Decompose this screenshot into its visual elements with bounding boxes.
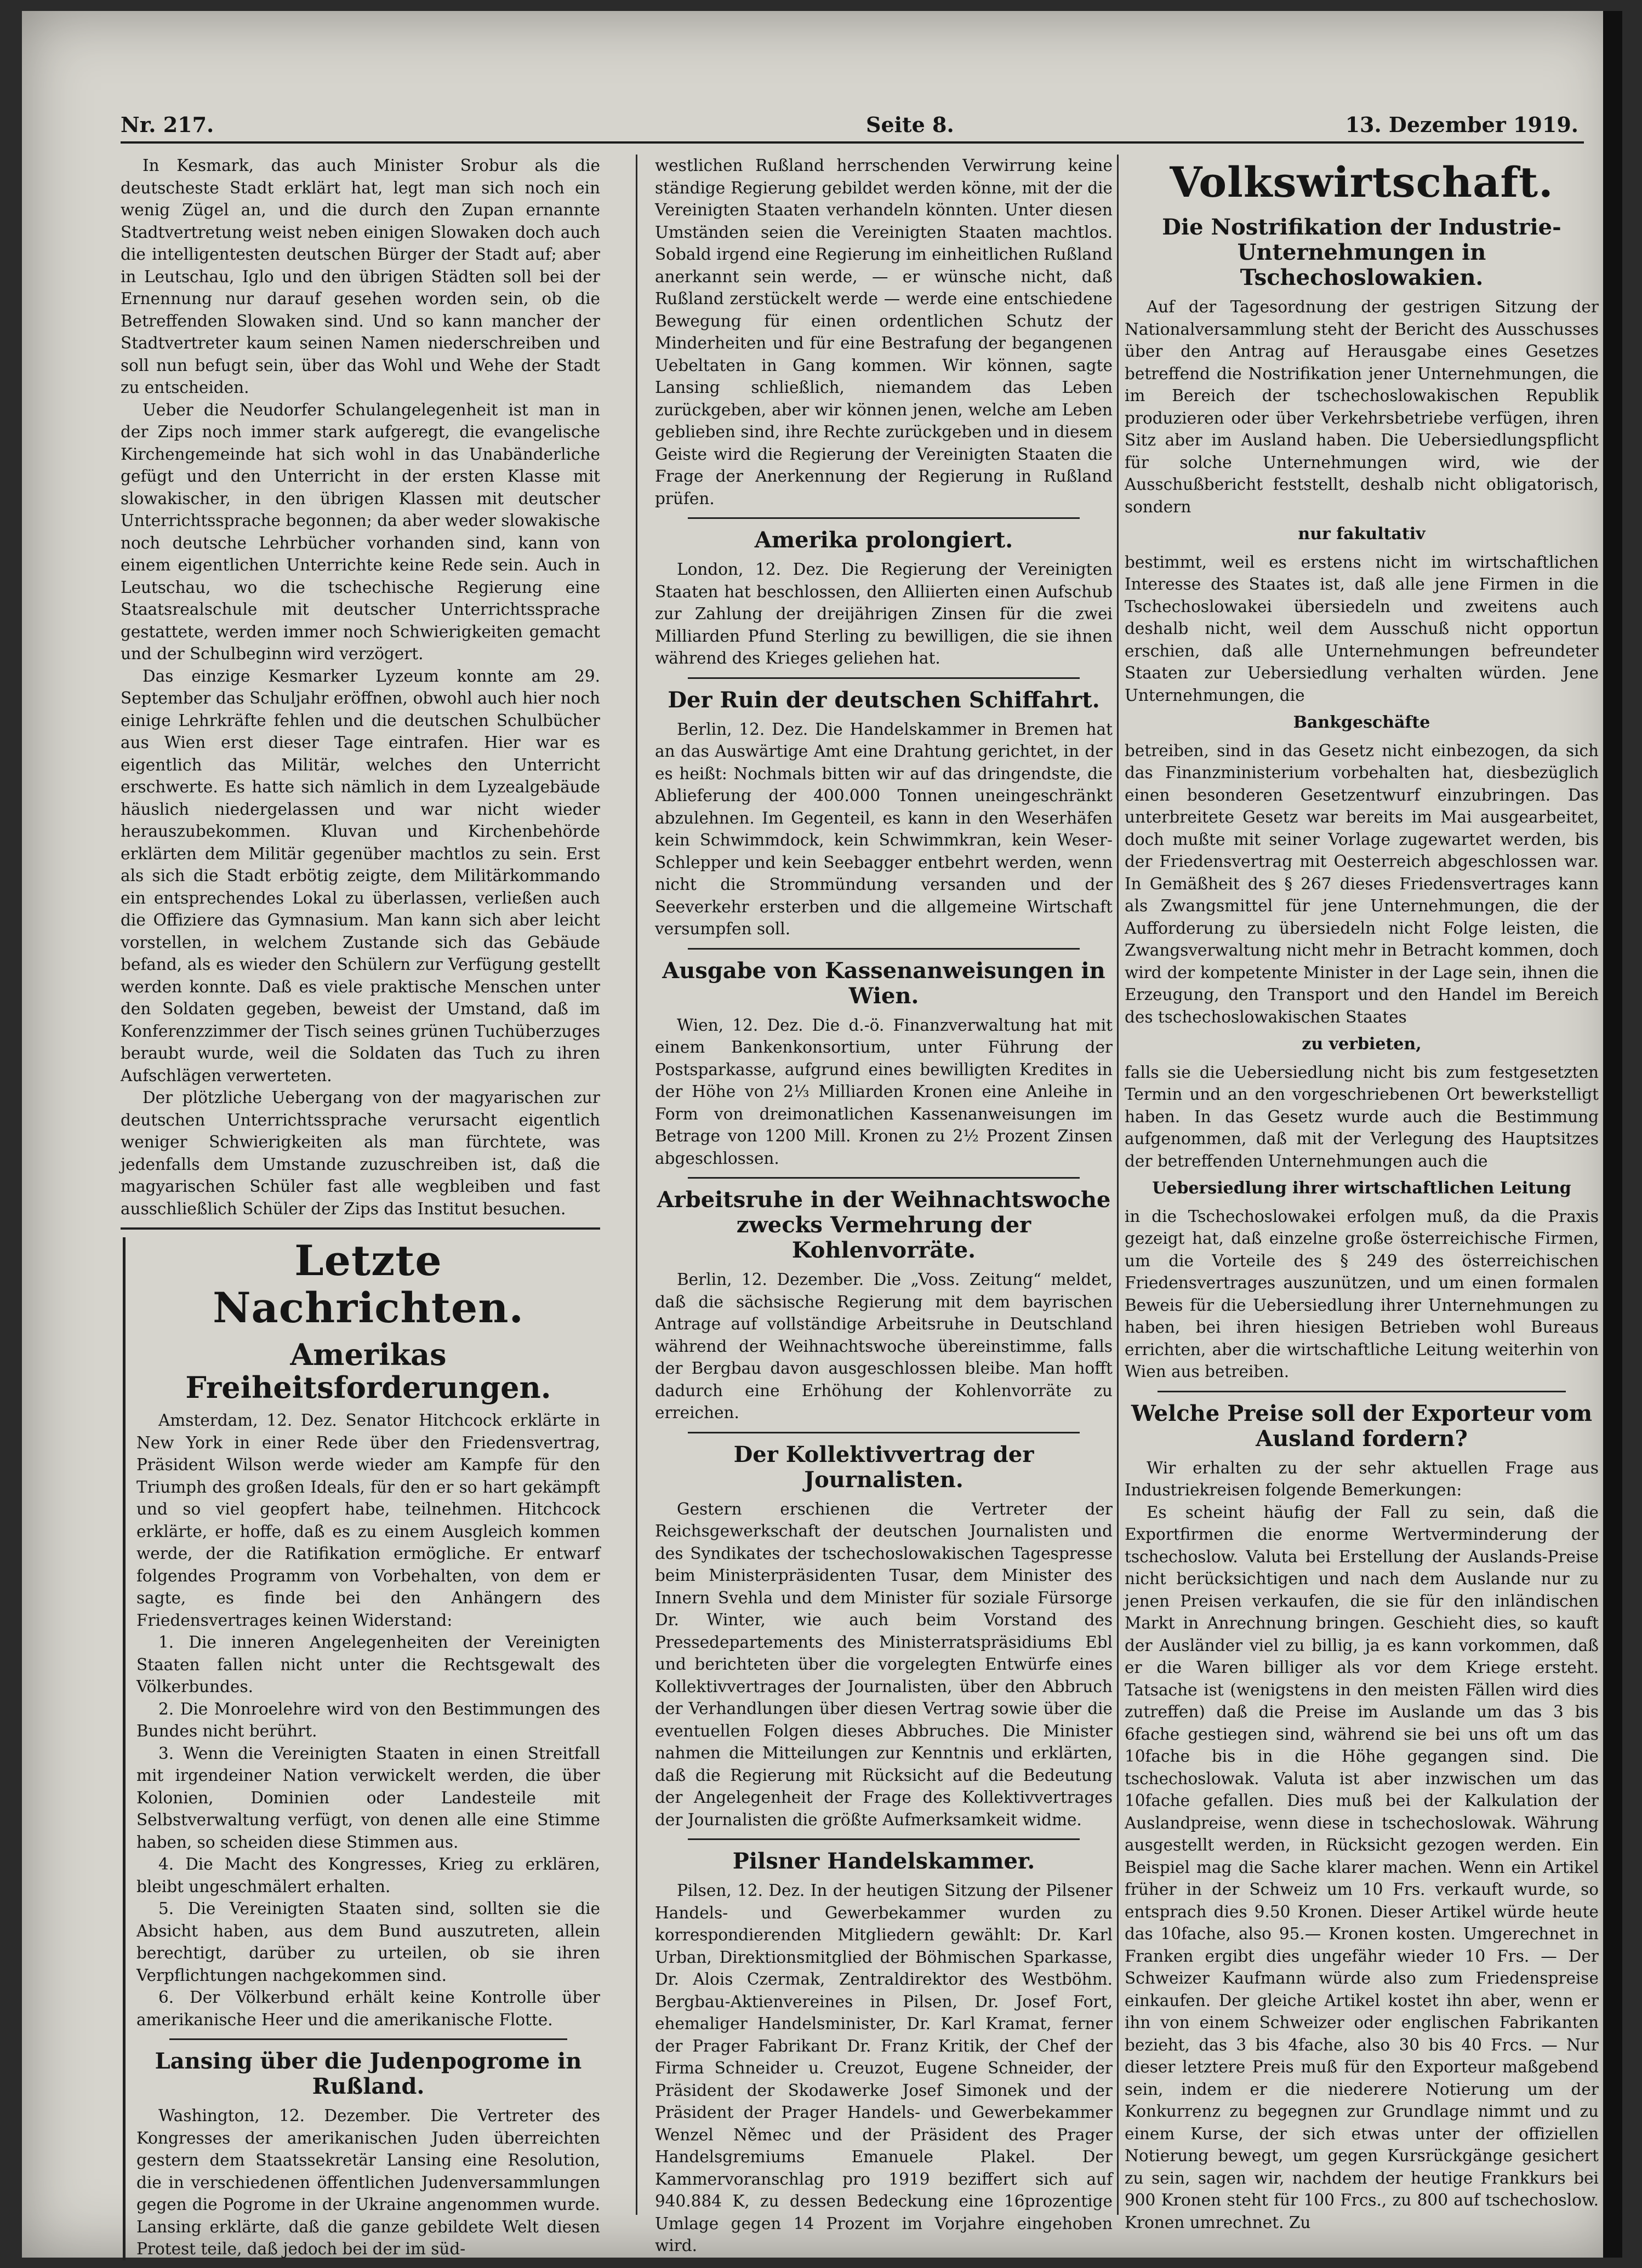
article-paragraph: falls sie die Uebersiedlung nicht bis zum festgesetzten Termin und an den vorgeschriebenen Ort bewerkstelligt haben. In das Gesetz wurde auch die Bestimmung aufgenommen, daß mit der Verlegung des Hauptsitzes der betreffenden Unternehmungen auch die: [1125, 1062, 1599, 1170]
headline-lansing: Lansing über die Judenpogrome in Rußland.: [155, 2048, 582, 2099]
article-paragraph: Ueber die Neudorfer Schulangelegenheit ist man in der Zips noch immer stark aufgeregt, die evangelische Kirchengemeinde hat sich wohl in das Unabänderliche gefügt und den Unterricht in der ersten Klasse mit slowakischer, in den übrigen Klassen mit deutscher Unterrichtssprache begonnen; da aber weder slowakische noch deutsche Lehrbücher vorhanden sind, kann von einem eigentlichen Unterrichte keine Rede sein. Auch in Leutschau, wo die tschechische Regierung eine Staatsrealschule mit deutscher Unterrichtssprache gestattete, werden immer noch Schwierigkeiten gemacht und der Schulbeginn wird verzögert.: [121, 400, 600, 663]
subheading: nur fakultativ: [1298, 524, 1426, 544]
article-paragraph: London, 12. Dez. Die Regierung der Vereinigten Staaten hat beschlossen, den Alliierten einen Aufschub zur Zahlung der dreijährigen Zinsen für die zwei Milliarden Pfund Sterling zu bewilligen, die sie ihnen während des Krieges geliehen hat.: [655, 560, 1113, 667]
page-edge-shadow: [1603, 11, 1622, 2258]
column-1: [121, 155, 600, 2258]
subheading: zu verbieten,: [1302, 1035, 1422, 1054]
article-paragraph: Der plötzliche Uebergang von der magyarischen zur deutschen Unterrichtssprache verursacht eigentlich weniger Schwierigkeiten als man fürchtete, was jedenfalls dem Umstande zuzuschreiben ist, daß die magyarischen Schüler fast alle wegbleiben und fast ausschließlich Schüler der Zips das Institut besuchen.: [121, 1088, 600, 1218]
headline-ruin-schiffahrt: Der Ruin der deutschen Schiffahrt.: [668, 687, 1100, 713]
article-paragraph: Berlin, 12. Dez. Die Handelskammer in Bremen hat an das Auswärtige Amt eine Drahtung gerichtet, in der es heißt: Nochmals bitten wir auf das dringendste, die Ablieferung der 400.000 Tonnen uneingeschränkt abzulehnen. Im Gegenteil, es kann in den Weserhäfen kein Schwimmdock, kein Schwimmkran, kein Weser-Schlepper und kein Seebagger entbehrt werden, wenn nicht die Strommündung versanden und der Seeverkehr ersterben und die allgemeine Wirtschaft versumpfen soll.: [655, 719, 1113, 938]
page-number: Seite 8.: [866, 112, 954, 137]
article-paragraph: westlichen Rußland herrschenden Verwirrung keine ständige Regierung gebildet werden könne, mit der die Vereinigten Staaten verhandeln könnten. Unter diesen Umständen seien die Vereinigten Staaten machtlos. Sobald irgend eine Regierung im einheitlichen Rußland anerkannt sein werde, — er wünsche nicht, daß Rußland zerstückelt werde — werde eine entschiedene Bewegung für einen ordentlichen Schutz der Minderheiten und für eine Bestrafung der begangenen Uebeltaten in Gang kommen. Wir können, sagte Lansing schließlich, niemandem das Leben zurückgeben, aber wir können jenen, welche am Leben geblieben sind, ihre Rechte zurückgeben und in diesem Geiste wird die Regierung der Vereinigten Staaten die Frage der Anerkennung der Regierung in Rußland prüfen.: [655, 156, 1113, 508]
header-rule: [121, 141, 1584, 144]
subheading: Uebersiedlung ihrer wirtschaftlichen Leitung: [1152, 1179, 1571, 1198]
column-2: [655, 155, 1113, 2255]
newspaper-page: [22, 11, 1622, 2258]
article-paragraph: 5. Die Vereinigten Staaten sind, sollten sie die Absicht haben, aus dem Bund auszutreten, allein berechtigt, darüber zu urteilen, ob sie ihren Verpflichtungen nachgekommen sind.: [136, 1899, 600, 1985]
headline-pilsner-handelskammer: Pilsner Handelskammer.: [732, 1848, 1035, 1874]
page-header: [121, 112, 1578, 145]
article-paragraph: Pilsen, 12. Dez. In der heutigen Sitzung der Pilsener Handels- und Gewerbekammer wurden zu korrespondierenden Mitgliedern gewählt: Dr. Karl Urban, Direktionsmitglied der Böhmischen Sparkasse, Dr. Alois Czermak, Zentraldirektor des Westböhm. Bergbau-Aktienvereines in Pilsen, Dr. Josef Fort, ehemaliger Handelsminister, Dr. Karl Kramat, ferner der Prager Fabrikant Dr. Franz Kritik, der Chef der Firma Schneider u. Creuzot, Eugene Schneider, der Präsident der Skodawerke Josef Simonek und der Präsident der Prager Handels- und Gewerbekammer Wenzel Němec und der Präsident des Prager Handelsgremiums Emanuele Plakel. Der Kammervoranschlag pro 1919 beziffert sich auf 940.884 K, zu dessen Bedeckung eine 16prozentige Umlage gegen 14 Prozent im Vorjahre eingehoben wird.: [655, 1881, 1113, 2255]
article-rule: [688, 517, 1080, 519]
article-paragraph: 2. Die Monroelehre wird von den Bestimmungen des Bundes nicht berührt.: [136, 1699, 600, 1740]
column-divider: [1117, 155, 1119, 2215]
article-paragraph: 1. Die inneren Angelegenheiten der Vereinigten Staaten fallen nicht unter die Rechtsgewalt des Völkerbundes.: [136, 1633, 600, 1696]
headline-kassenanweisungen: Ausgabe von Kassenanweisungen in Wien.: [662, 957, 1105, 1009]
article-paragraph: Es scheint häufig der Fall zu sein, daß die Exportfirmen die enorme Wertverminderung der tschechoslow. Valuta bei Erstellung der Auslands-Preise nicht berücksichtigen und nach dem Auslande nur zu jenen Preisen verkaufen, die sie für den inländischen Markt in Anrechnung bringen. Geschieht dies, so kauft der Ausländer viel zu billig, ja es kann vorkommen, daß er die Waren billiger als vor dem Kriege ersteht. Tatsache ist (wenigstens in den meisten Fällen wird dies zutreffen) daß die Preise im Auslande um das 3 bis 6fache gestiegen sind, während sie bei uns oft um das 10fache bis in die Höhe gegangen sind. Die tschechoslowak. Valuta ist aber inzwischen um das 10fache gefallen. Dies muß bei der Kalkulation der Auslandpreise, wenn diese in tschechoslowak. Währung ausgestellt werden, in Rücksicht gezogen werden. Ein Beispiel mag die Sache klarer machen. Wenn ein Artikel früher in der Schweiz um 10 Frs. verkauft wurde, so entsprach dies 9.50 Kronen. Dieser Artikel würde heute das 10fache, also 95.— Kronen kosten. Umgerechnet in Franken ergibt dies ungefähr wieder 10 Frs. — Der Schweizer Kaufmann würde also zum Friedenspreise einkaufen. Der gleiche Artikel kostet ihn aber, wenn er ihn von einem Schweizer oder englischen Fabrikanten bezieht, das 3 bis 4fache, also 30 bis 40 Frcs. — Nur dieser letztere Preis muß für den Exporteur maßgebend sein, indem er die niederere Notierung um der Konkurrenz zu begegnen zur Grundlage nimmt und zu einem Kurse, der sich etwas unter der offiziellen Notierung bewegt, um gegen Kursrückgänge gesichert zu sein, sagen wir, nachdem der heutige Frankkurs bei 900 Kronen steht für 100 Frcs., zu 800 auf tschechoslow. Kronen umrechnet. Zu: [1125, 1503, 1599, 2232]
article-paragraph: 4. Die Macht des Kongresses, Krieg zu erklären, bleibt ungeschmälert erhalten.: [136, 1855, 600, 1896]
headline-kollektivvertrag: Der Kollektivvertrag der Journalisten.: [733, 1441, 1034, 1493]
article-rule: [169, 2038, 567, 2040]
article-paragraph: bestimmt, weil es erstens nicht im wirtschaftlichen Interesse des Staates ist, daß alle jene Firmen in die Tschechoslowakei übersiedeln und zweitens auch deshalb nicht, weil dem Ausschuß nicht opportun erschien, daß alle Unternehmungen befreundeter Staaten zur Uebersiedlung verhalten würden. Jene Unternehmungen, die: [1125, 552, 1599, 705]
headline-arbeitsruhe: Arbeitsruhe in der Weihnachtswoche zwecks Vermehrung der Kohlenvorräte.: [657, 1187, 1111, 1263]
issue-number: Nr. 217.: [121, 112, 214, 137]
article-rule: [688, 1838, 1080, 1840]
article-rule: [688, 948, 1080, 950]
article-paragraph: Auf der Tagesordnung der gestrigen Sitzung der Nationalversammlung steht der Bericht des Ausschusses über den Antrag auf Herausgabe eines Gesetzes betreffend die Nostrifikation jener Unternehmungen, die im Bereich der tschechoslowakischen Republik produzieren oder über Verkehrsbetriebe verfügen, ihren Sitz aber im Ausland haben. Die Uebersiedlungspflicht für solche Unternehmungen wird, wie der Ausschußbericht feststellt, deshalb nicht obligatorisch, sondern: [1125, 298, 1599, 516]
article-rule: [688, 1432, 1080, 1433]
article-paragraph: Wir erhalten zu der sehr aktuellen Frage aus Industriekreisen folgende Bemerkungen:: [1125, 1458, 1599, 1499]
article-paragraph: in die Tschechoslowakei erfolgen muß, da die Praxis gezeigt hat, daß einzelne große österreichische Firmen, um die Vorteile des § 249 des österreichischen Friedensvertrages auszunützen, und um einen formalen Beweis für die Uebersiedlung ihrer Unternehmungen zu haben, bei ihren hiesigen Betrieben wohl Bureaus errichten, aber die wirtschaftliche Leitung weiterhin von Wien aus betreiben.: [1125, 1207, 1599, 1381]
section-title-latest-news: Letzte Nachrichten.: [213, 1236, 524, 1332]
issue-date: 13. Dezember 1919.: [1345, 112, 1578, 137]
article-rule: [688, 1177, 1080, 1179]
article-paragraph: Washington, 12. Dezember. Die Vertreter des Kongresses der amerikanischen Juden überreichten gestern dem Staatssekretär Lansing eine Resolution, die in verschiedenen öffentlichen Judenversammlungen gegen die Pogrome in der Ukraine angenommen wurde. Lansing erklärte, daß die ganze gebildete Welt diesen Protest teile, daß jedoch bei der im süd-: [136, 2106, 600, 2258]
headline-nostrifikation: Die Nostrifikation der Industrie-Unternehmungen in Tschechoslowakien.: [1162, 214, 1561, 290]
article-paragraph: Amsterdam, 12. Dez. Senator Hitchcock erklärte in New York in einer Rede über den Friedensvertrag, Präsident Wilson werde wieder am Kampfe für den Triumph des großen Ideals, für den er so hart gekämpft und so viel geopfert habe, teilnehmen. Hitchcock erklärte, er hoffe, daß es zu einem Ausgleich kommen werde, der die Ratifikation ermögliche. Er entwarf folgendes Programm von Vorbehalten, von dem er sagte, es finde bei den Anhängern des Friedensvertrages keinen Widerstand:: [136, 1411, 600, 1630]
article-paragraph: 6. Der Völkerbund erhält keine Kontrolle über amerikanische Heer und die amerikanische Flotte.: [136, 1988, 600, 2029]
headline-preise-exporteur: Welche Preise soll der Exporteur vom Ausland fordern?: [1131, 1400, 1593, 1452]
article-rule: [1158, 1391, 1566, 1392]
article-paragraph: betreiben, sind in das Gesetz nicht einbezogen, da sich das Finanzministerium vorbehalten hat, diesbezüglich einen besonderen Gesetzentwurf einzubringen. Das unterbreitete Gesetz war bereits im Mai ausgearbeitet, doch mußte mit seiner Vorlage zugewartet werden, bis der Friedensvertrag mit Oesterreich abgeschlossen war. In Gemäßheit des § 267 dieses Friedensvertrages kann als Zwangsmittel für jene Unternehmungen, die der Aufforderung zu übersiedeln nicht Folge leisten, die Zwangsverwaltung nicht mehr in Betracht kommen, doch wird der kompetente Minister in der Lage sein, ihnen die Erzeugung, den Transport und den Handel im Bereich des tschechoslowakischen Staates: [1125, 741, 1599, 1026]
column-3: [1125, 155, 1599, 2232]
section-rule: [121, 1227, 600, 1230]
subheading: Bankgeschäfte: [1293, 713, 1430, 732]
headline-amerika-prolongiert: Amerika prolongiert.: [754, 527, 1013, 553]
article-paragraph: Gestern erschienen die Vertreter der Reichsgewerkschaft der deutschen Journalisten und des Syndikates der tschechoslowakischen Tagespresse beim Ministerpräsidenten Tusar, dem Minister des Innern Svehla und dem Minister für soziale Fürsorge Dr. Winter, wie auch beim Vorstand des Pressedepartements des Ministerratspräsidiums Ebl und berichteten über die vorgelegten Entwürfe eines Kollektivvertrages der Journalisten, über den Abbruch der Verhandlungen über diesen Vertrag sowie über die eventuellen Folgen dieses Abbruches. Die Minister nahmen die Mitteilungen zur Kenntnis und erklärten, daß die Regierung mit Rücksicht auf die Bedeutung der Angelegenheit der Frage des Kollektivvertrages der Journalisten die größte Aufmerksamkeit widme.: [655, 1499, 1113, 1829]
column-divider: [636, 155, 637, 2215]
article-paragraph: Das einzige Kesmarker Lyzeum konnte am 29. September das Schuljahr eröffnen, obwohl auch hier noch einige Lehrkräfte fehlen und die deutschen Schulbücher aus Wien erst dieser Tage eintrafen. Hier war es eigentlich das Militär, welches den Unterricht erschwerte. Es hatte sich nämlich in dem Lyzealgebäude häuslich niedergelassen und war nicht wieder herauszubekommen. Kluvan und Kirchenbehörde erklärten dem Militär gegenüber machtlos zu sein. Erst als sich die Stadt erbötig zeigte, dem Militärkommando ein entsprechendes Lokal zu überlassen, verließen auch die Offiziere das Gymnasium. Man kann sich aber leicht vorstellen, in welchem Zustande sich das Gebäude befand, als es wieder den Schülern zur Verfügung gestellt werden konnte. Daß es viele praktische Menschen unter den Soldaten gegeben, beweist der Umstand, daß im Konferenzzimmer der Tisch seines grünen Tuchüberzuges beraubt wurde, weil die Soldaten das Tuch zu ihren Aufschlägen verwerteten.: [121, 666, 600, 1085]
article-rule: [688, 677, 1080, 679]
article-paragraph: Berlin, 12. Dezember. Die „Voss. Zeitung“ meldet, daß die sächsische Regierung mit dem bayrischen Antrage auf vollständige Arbeitsruhe in Deutschland während der Weihnachtswoche übereinstimme, falls der Bergbau davon ausgeschlossen bleibe. Man hofft dadurch eine Erhöhung der Kohlenvorräte zu erreichen.: [655, 1270, 1113, 1422]
article-paragraph: 3. Wenn die Vereinigten Staaten in einen Streitfall mit irgendeiner Nation verwickelt werden, die über Kolonien, Dominien oder Landesteile mit Selbstverwaltung verfügt, von denen alle eine Stimme haben, so scheiden diese Stimmen aus.: [136, 1744, 600, 1852]
section-title-volkswirtschaft: Volkswirtschaft.: [1170, 158, 1554, 207]
headline-amerikas: Amerikas Freiheitsforderungen.: [185, 1337, 551, 1405]
latest-news-box: [123, 1237, 600, 2260]
article-paragraph: In Kesmark, das auch Minister Srobur als die deutscheste Stadt erklärt hat, legt man sich noch ein wenig Zügel an, und die durch den Zupan ernannte Stadtvertretung weist neben einigen Slowaken doch auch die intelligentesten deutschen Bürger der Stadt auf; aber in Leutschau, Iglo und den übrigen Städten soll bei der Ernennung nur darauf gesehen worden sein, ob die Betreffenden Slowaken sind. Und so kann mancher der Stadtvertreter kaum seinen Namen niederschreiben und soll nun befugt sein, über das Wohl und Wehe der Stadt zu entscheiden.: [121, 156, 600, 397]
article-paragraph: Wien, 12. Dez. Die d.-ö. Finanzverwaltung hat mit einem Bankenkonsortium, unter Führung der Postsparkasse, aufgrund eines bewilligten Kredites in der Höhe von 2⅓ Milliarden Kronen eine Anleihe in Form von dreimonatlichen Kassenanweisungen im Betrage von 1200 Mill. Kronen zu 2½ Prozent Zinsen abgeschlossen.: [655, 1015, 1113, 1168]
